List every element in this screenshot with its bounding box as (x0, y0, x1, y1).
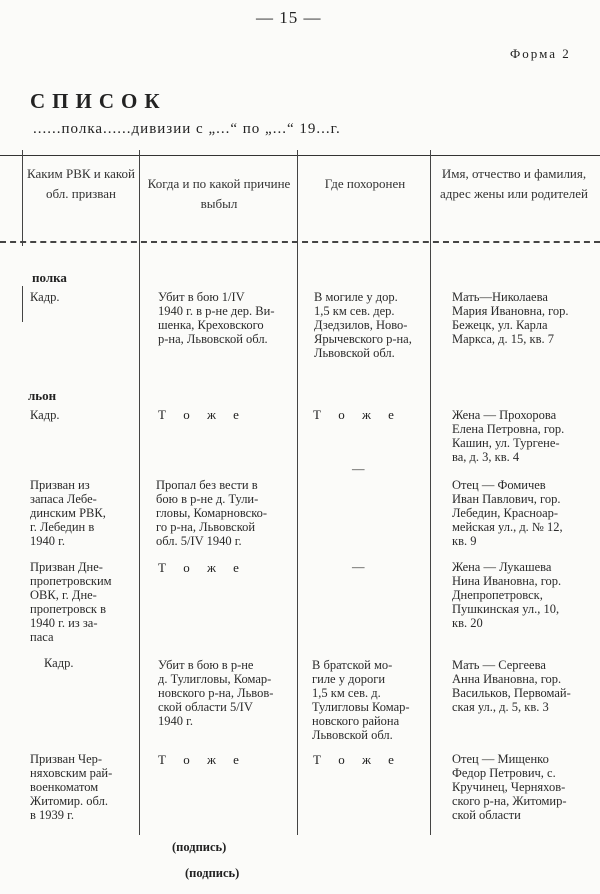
cell-line: Львовской обл. (312, 728, 393, 742)
header-col-reason-text: Когда и по какой причине выбыл (147, 176, 291, 211)
column-divider-3 (430, 150, 431, 835)
table-row-3-relatives (452, 478, 598, 548)
cell-line: Нина Ивановна, гор. (452, 574, 562, 588)
cell-line: г. Лебедин в (30, 520, 95, 534)
cell-line: Федор Петрович, с. (452, 766, 556, 780)
cell-line: Анна Ивановна, гор. (452, 672, 562, 686)
document-subtitle: ......полка......дивизии с „...“ по „...“ 19...г. (33, 121, 341, 137)
header-col-relatives-text: Имя, отчество и фамилия, адрес жены или родителей (439, 166, 589, 201)
cell-line: 1940 г. из за- (30, 616, 98, 630)
cell-line: Елена Петровна, гор. (452, 422, 565, 436)
cell-line: 1940 г. (158, 714, 193, 728)
table-row-4-relatives (452, 560, 598, 630)
cell-line: р-на, Львовской обл. (158, 332, 268, 346)
cell-line: ская ул., д. 5, кв. 3 (452, 700, 549, 714)
cell-line: Дзедзилов, Ново- (314, 318, 408, 332)
column-divider-left-edge (22, 150, 23, 246)
header-col-reason (143, 174, 295, 214)
cell-line: Кадр. (30, 408, 60, 422)
header-col-conscription-text: Каким РВК и какой обл. призван (26, 166, 136, 201)
cell-line: Убит в бою в р-не (158, 658, 254, 672)
table-row-2-burial: Т о ж е (313, 407, 401, 422)
table-row-1-conscription (30, 290, 134, 304)
cell-line: Кадр. (44, 656, 74, 670)
cell-line: в 1939 г. (30, 808, 74, 822)
section-label-battalion: льон (28, 388, 57, 403)
table-row-5-conscription (44, 656, 134, 670)
cell-line: Кручинец, Черняхов- (452, 780, 566, 794)
cell-line: ской области 5/IV (158, 700, 253, 714)
table-row-6-conscription (30, 752, 134, 822)
cell-line: шенка, Креховского (158, 318, 264, 332)
cell-line: динским РВК, (30, 506, 106, 520)
table-row-6-relatives (452, 752, 598, 822)
cell-line: кв. 9 (452, 534, 477, 548)
column-divider-1 (139, 150, 140, 835)
cell-line: мейская ул., д. № 12, (452, 520, 563, 534)
cell-line: военкоматом (30, 780, 99, 794)
table-row-5-reason (158, 658, 294, 728)
cell-line: Кашин, ул. Тургене- (452, 436, 560, 450)
table-row-6-reason: Т о ж е (158, 752, 246, 767)
table-row-4-reason: Т о ж е (158, 560, 246, 575)
table-row-1-relatives (452, 290, 598, 346)
cell-line: Кадр. (30, 290, 60, 304)
form-label: Форма 2 (510, 46, 571, 61)
cell-line: новского района (312, 714, 400, 728)
cell-line: д. Тулигловы, Комар- (158, 672, 272, 686)
header-col-burial (310, 174, 420, 194)
cell-line: Призван Дне- (30, 560, 103, 574)
cell-line: В братской мо- (312, 658, 393, 672)
cell-line: Житомир. обл. (30, 794, 108, 808)
row-mark-left (22, 286, 23, 322)
cell-line: новского р-на, Львов- (158, 686, 274, 700)
table-row-3-reason (156, 478, 294, 548)
cell-line: 1940 г. в р-не дер. Ви- (158, 304, 275, 318)
cell-line: Мать—Николаева (452, 290, 548, 304)
cell-line: Отец — Фомичев (452, 478, 546, 492)
cell-line: пропетровским (30, 574, 112, 588)
table-row-4-conscription (30, 560, 134, 644)
cell-line: Днепропетровск, (452, 588, 543, 602)
cell-line: гловы, Комарновско- (156, 506, 268, 520)
cell-line: Мария Ивановна, гор. (452, 304, 569, 318)
table-row-1-reason (158, 290, 292, 346)
table-top-rule (0, 155, 600, 156)
page-number: — 15 — (256, 8, 322, 27)
cell-line: Призван Чер- (30, 752, 103, 766)
cell-line: Пропал без вести в (156, 478, 258, 492)
cell-line: Тулигловы Комар- (312, 700, 410, 714)
cell-line: Убит в бою 1/IV (158, 290, 245, 304)
cell-line: Васильков, Первомай- (452, 686, 571, 700)
table-row-6-burial: Т о ж е (313, 752, 401, 767)
table-row-4-burial: — (352, 560, 365, 574)
cell-line: обл. 5/IV 1940 г. (156, 534, 242, 548)
column-divider-2 (297, 150, 298, 835)
cell-line: Жена — Прохорова (452, 408, 557, 422)
header-col-relatives (434, 164, 594, 204)
cell-line: Призван из (30, 478, 90, 492)
cell-line: 1940 г. (30, 534, 65, 548)
table-row-5-burial (312, 658, 428, 742)
cell-line: 1,5 км сев. д. (312, 686, 381, 700)
cell-line: Бежецк, ул. Карла (452, 318, 548, 332)
header-bottom-rule (0, 241, 600, 243)
table-row-5-relatives (452, 658, 598, 714)
table-row-3-conscription (30, 478, 134, 548)
cell-line: бою в р-не д. Тули- (156, 492, 259, 506)
cell-line: пропетровск в (30, 602, 107, 616)
cell-line: 1,5 км сев. дер. (314, 304, 395, 318)
cell-line: В могиле у дор. (314, 290, 398, 304)
document-title: СПИСОК (30, 89, 167, 113)
cell-line: кв. 20 (452, 616, 483, 630)
table-row-1-burial (314, 290, 428, 360)
cell-line: паса (30, 630, 54, 644)
cell-line: го р-на, Львовской (156, 520, 256, 534)
cell-line: Ярычевского р-на, (314, 332, 412, 346)
table-row-2-conscription (30, 408, 134, 422)
signature-line-2: (подпись) (185, 866, 240, 880)
cell-line: Жена — Лукашева (452, 560, 552, 574)
cell-line: ОВК, г. Дне- (30, 588, 97, 602)
cell-line: запаса Лебе- (30, 492, 97, 506)
signature-line-1: (подпись) (172, 840, 227, 854)
cell-line: Иван Павлович, гор. (452, 492, 561, 506)
cell-line: Отец — Мищенко (452, 752, 549, 766)
cell-line: няховским рай- (30, 766, 113, 780)
cell-line: ского р-на, Житомир- (452, 794, 567, 808)
cell-line: Мать — Сергеева (452, 658, 546, 672)
table-row-3-burial: — (352, 462, 365, 476)
table-row-2-reason: Т о ж е (158, 407, 246, 422)
cell-line: Маркса, д. 15, кв. 7 (452, 332, 555, 346)
table-row-2-relatives (452, 408, 598, 464)
section-label-regiment: полка (32, 270, 67, 285)
cell-line: Пушкинская ул., 10, (452, 602, 560, 616)
header-col-burial-text: Где похоронен (324, 176, 406, 191)
cell-line: ской области (452, 808, 521, 822)
cell-line: Львовской обл. (314, 346, 395, 360)
cell-line: гиле у дороги (312, 672, 386, 686)
cell-line: ва, д. 3, кв. 4 (452, 450, 520, 464)
cell-line: Лебедин, Красноар- (452, 506, 559, 520)
header-col-conscription (25, 164, 137, 204)
